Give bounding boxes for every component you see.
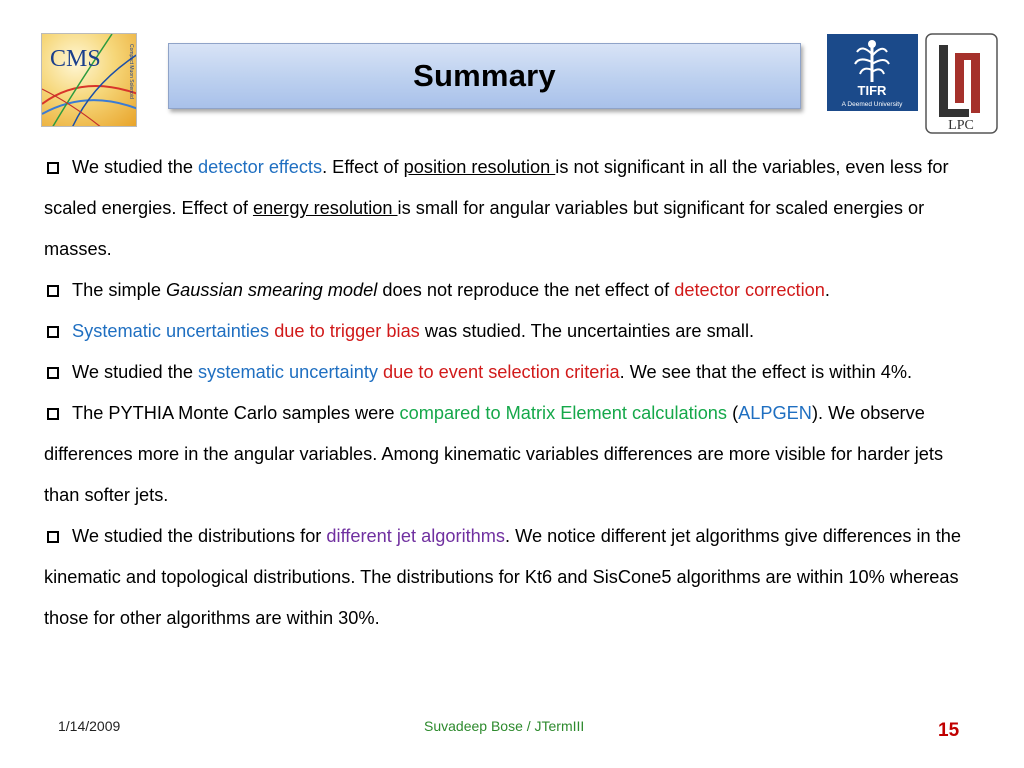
bullet-list [44, 147, 976, 639]
highlight-jet-algorithms: different jet algorithms [326, 526, 506, 546]
highlight-trigger-bias: due to trigger bias [274, 321, 420, 341]
bullet-item: We studied the detector effects. Effect of position resolution is not significant in all the variables, even less for scaled energies. Effect of energy resolution is small for angular variables but significant for scaled energies or masses. [44, 157, 949, 259]
bullet-item: The PYTHIA Monte Carlo samples were compared to Matrix Element calculations (ALPGEN). We observe differences more in the angular variables. Among kinematic variables differences are more visible for harder jets than softer jets. [44, 403, 944, 505]
footer-date: 1/14/2009 [58, 718, 121, 734]
cms-logo-subtext: Compact Muon Solenoid [128, 44, 134, 99]
cms-logo [41, 33, 137, 127]
lpc-logo [925, 33, 998, 134]
tifr-logo [827, 34, 918, 111]
cms-logo-graphic [42, 34, 137, 127]
page-number: 15 [938, 720, 960, 741]
cms-logo-text: CMS [50, 46, 101, 72]
tifr-logo-text: TIFR [857, 83, 887, 98]
footer-author: Suvadeep Bose / JTermIII [424, 718, 585, 734]
bullet-item: The simple Gaussian smearing model does not reproduce the net effect of detector correction. [44, 270, 976, 311]
checkbox-bullet-icon [47, 531, 59, 543]
checkbox-bullet-icon [47, 326, 59, 338]
highlight-systematic-uncertainty: systematic uncertainty [198, 362, 378, 382]
slide-title: Summary [413, 58, 556, 93]
checkbox-bullet-icon [47, 285, 59, 297]
lpc-logo-graphic [925, 33, 998, 134]
tifr-logo-graphic [827, 34, 918, 111]
highlight-event-selection-criteria: due to event selection criteria [383, 362, 620, 382]
highlight-detector-effects: detector effects [198, 157, 323, 177]
highlight-matrix-element: compared to Matrix Element calculations [399, 403, 728, 423]
tifr-logo-subtext: A Deemed University [841, 101, 903, 108]
underline-position-resolution: position resolution [403, 157, 556, 177]
highlight-alpgen: ALPGEN [738, 403, 812, 423]
title-box [168, 43, 801, 109]
checkbox-bullet-icon [47, 408, 59, 420]
highlight-detector-correction: detector correction [674, 280, 825, 300]
italic-gaussian-smearing-model: Gaussian smearing model [166, 280, 378, 300]
checkbox-bullet-icon [47, 162, 59, 174]
bullet-item: Systematic uncertainties due to trigger bias was studied. The uncertainties are small. [44, 311, 976, 352]
lpc-logo-text: LPC [948, 118, 974, 133]
checkbox-bullet-icon [47, 367, 59, 379]
bullet-item: We studied the systematic uncertainty due to event selection criteria. We see that the effect is within 4%. [44, 352, 976, 393]
bullet-item: We studied the distributions for different jet algorithms. We notice different jet algorithms give differences in the kinematic and topological distributions. The distributions for Kt6 and SisCone5 algorithms are within 10% whereas those for other algorithms are within 30%. [44, 526, 961, 628]
underline-energy-resolution: energy resolution [252, 198, 398, 218]
highlight-systematic-uncertainties: Systematic uncertainties [72, 321, 270, 341]
